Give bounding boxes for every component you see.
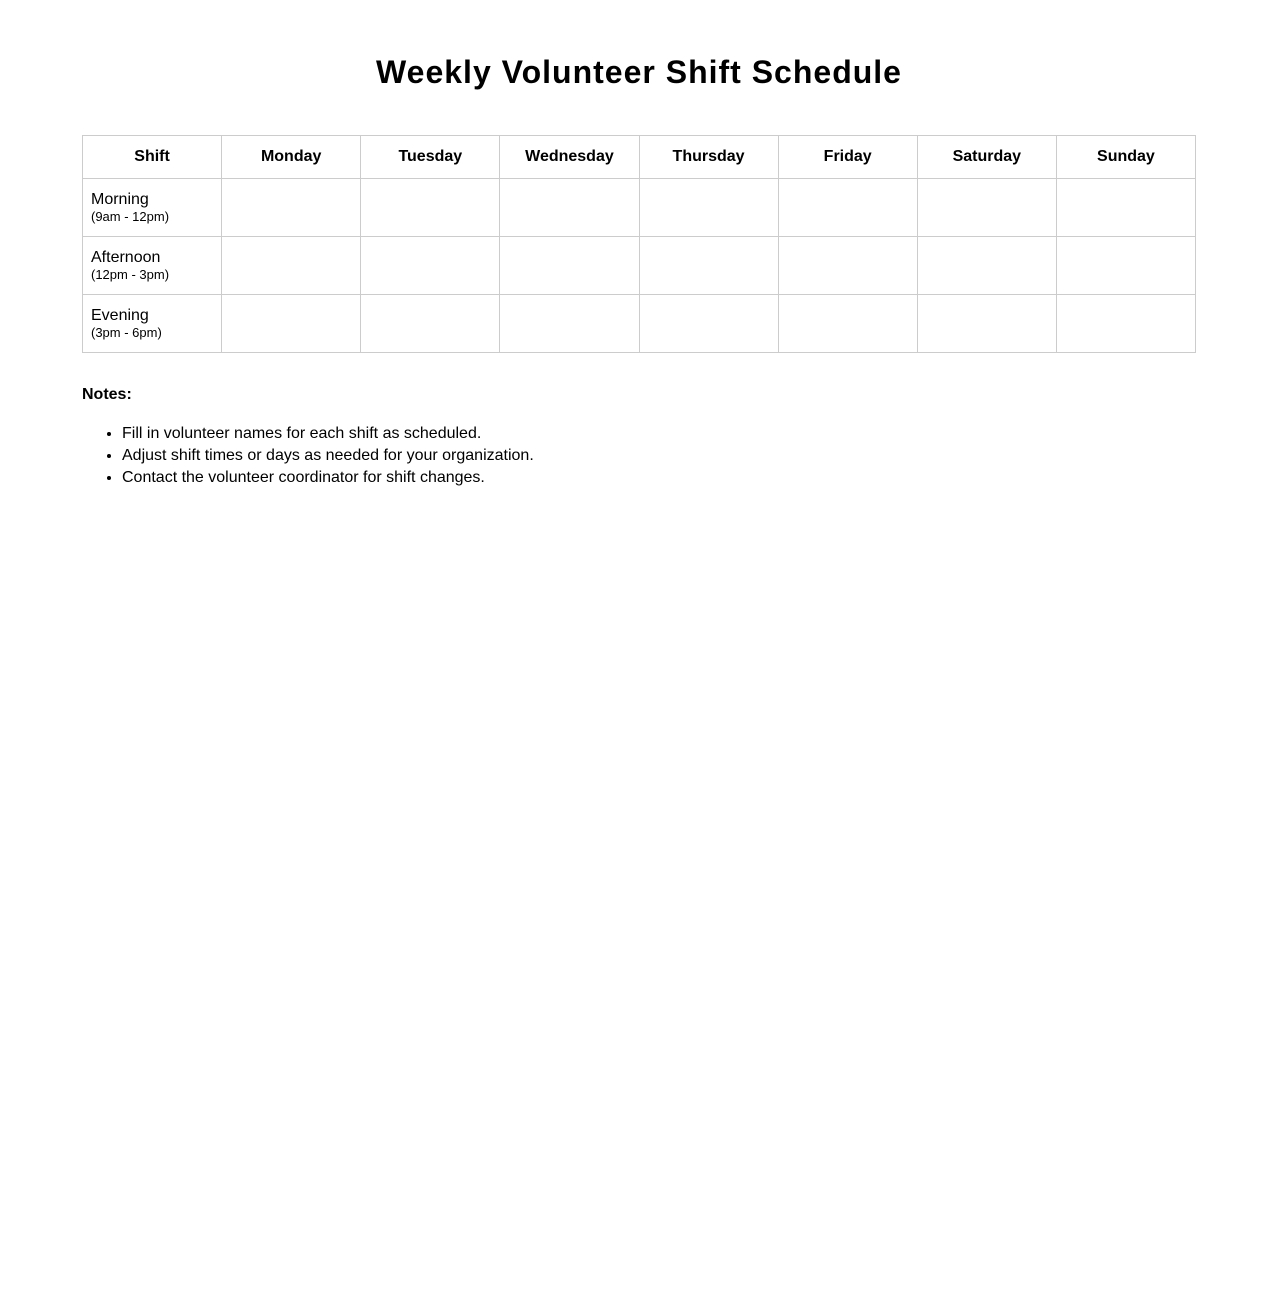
header-row <box>83 136 1196 179</box>
shift-time: (9am - 12pm) <box>91 208 170 224</box>
shift-time: (3pm - 6pm) <box>91 324 162 340</box>
header-friday: Friday <box>778 136 917 179</box>
slot-cell[interactable] <box>222 295 361 353</box>
slot-cell[interactable] <box>361 295 500 353</box>
notes-title: Notes: <box>82 386 132 403</box>
header-tuesday: Tuesday <box>361 136 500 179</box>
note-item: • Fill in volunteer names for each shift as scheduled. <box>122 423 534 445</box>
slot-cell[interactable] <box>639 237 778 295</box>
slot-cell[interactable] <box>222 179 361 237</box>
slot-cell[interactable] <box>917 237 1056 295</box>
header-saturday: Saturday <box>917 136 1056 179</box>
slot-cell[interactable] <box>778 295 917 353</box>
table-row <box>83 237 1196 295</box>
slot-cell[interactable] <box>917 295 1056 353</box>
header-thursday: Thursday <box>639 136 778 179</box>
slot-cell[interactable] <box>1056 179 1195 237</box>
shift-name: Morning <box>91 190 149 208</box>
slot-cell[interactable] <box>1056 237 1195 295</box>
table-row <box>83 295 1196 353</box>
header-wednesday: Wednesday <box>500 136 639 179</box>
slot-cell[interactable] <box>1056 295 1195 353</box>
shift-name: Afternoon <box>91 248 161 266</box>
slot-cell[interactable] <box>500 237 639 295</box>
slot-cell[interactable] <box>500 295 639 353</box>
slot-cell[interactable] <box>917 179 1056 237</box>
table-row <box>83 179 1196 237</box>
notes-list <box>82 423 534 489</box>
slot-cell[interactable] <box>639 179 778 237</box>
slot-cell[interactable] <box>778 237 917 295</box>
slot-cell[interactable] <box>361 237 500 295</box>
slot-cell[interactable] <box>778 179 917 237</box>
slot-cell[interactable] <box>500 179 639 237</box>
shift-cell-morning <box>83 179 222 237</box>
shift-time: (12pm - 3pm) <box>91 266 170 282</box>
header-sunday: Sunday <box>1056 136 1195 179</box>
header-shift: Shift <box>83 136 222 179</box>
note-item: • Contact the volunteer coordinator for shift changes. <box>122 467 534 489</box>
slot-cell[interactable] <box>639 295 778 353</box>
page-title: Weekly Volunteer Shift Schedule <box>376 54 902 90</box>
shift-cell-afternoon <box>83 237 222 295</box>
header-monday: Monday <box>222 136 361 179</box>
slot-cell[interactable] <box>222 237 361 295</box>
note-item: • Adjust shift times or days as needed for your organization. <box>122 445 534 467</box>
shift-cell-evening <box>83 295 222 353</box>
slot-cell[interactable] <box>361 179 500 237</box>
schedule-table <box>82 135 1196 353</box>
shift-name: Evening <box>91 306 149 324</box>
